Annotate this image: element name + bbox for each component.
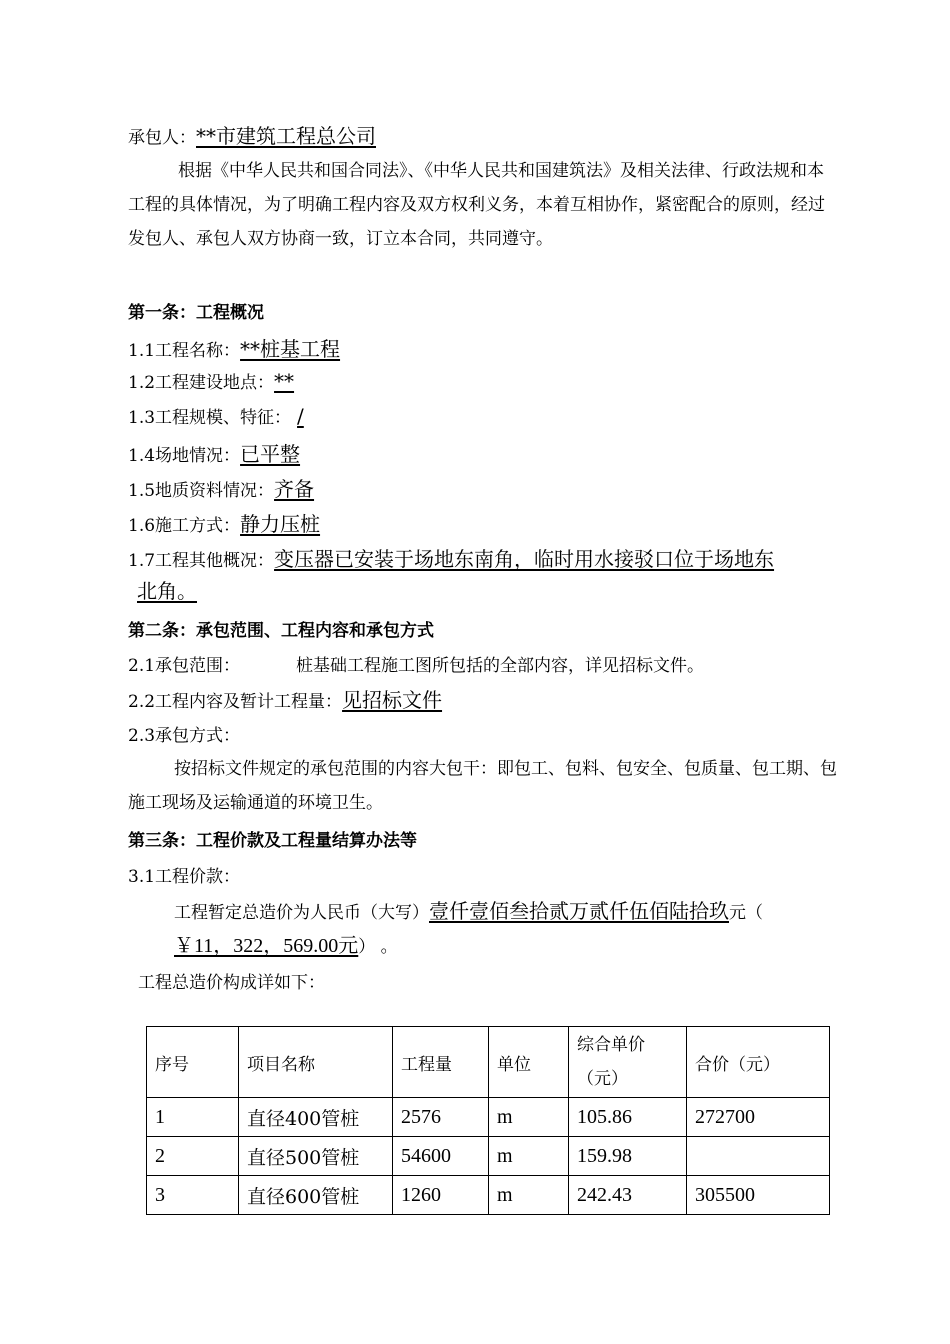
cell-unit: m [489,1176,569,1215]
item-1-1-value: **桩基工程 [240,337,341,361]
item-1-2 [128,368,294,393]
item-1-1 [128,333,340,362]
table-header-row [147,1027,830,1098]
item-1-2-label: 1.2工程建设地点： [128,373,275,393]
intro-paragraph: 根据《中华人民共和国合同法》、《中华人民共和国建筑法》及相关法律、行政法规和本工程的具体情况，为了明确工程内容及双方权利义务，本着互相协作，紧密配合的原则，经过发包人、承包人双方协商一致，订立本合同，共同遵守。 [128,161,825,249]
cell-total [687,1137,830,1176]
item-1-3-label: 1.3工程规模、特征： [128,408,292,428]
item-2-1-label: 2.1承包范围： [128,656,241,676]
header-quantity: 工程量 [393,1027,489,1098]
cell-unit-price: 242.43 [569,1176,687,1215]
cell-index: 1 [147,1098,239,1137]
cell-index: 2 [147,1137,239,1176]
table-row [147,1176,830,1215]
item-1-7 [128,543,774,572]
item-1-7-label: 1.7工程其他概况： [128,551,275,571]
item-2-3-text: 按招标文件规定的承包范围的内容大包干：即包工、包料、包安全、包质量、包工期、包施工现场及运输通道的环境卫生。 [128,759,837,813]
item-1-6-value: 静力压桩 [240,512,321,536]
item-2-3-label: 2.3承包方式： [128,726,241,746]
item-1-4-value: 已平整 [240,442,301,466]
item-2-1 [128,651,704,676]
price-prefix: 工程暂定总造价为人民币（大写） [174,903,429,923]
item-1-3 [128,403,310,428]
header-unit-price: 综合单价（元） [569,1027,687,1098]
article1-title: 第一条：工程概况 [128,303,264,323]
table-row [147,1098,830,1137]
article2-title: 第二条：承包范围、工程内容和承包方式 [128,621,434,641]
item-1-4 [128,438,300,467]
item-1-5 [128,473,314,502]
price-words: 壹仟壹佰叁拾贰万贰仟伍佰陆拾玖 [429,899,729,923]
cell-total: 272700 [687,1098,830,1137]
cell-unit-price: 105.86 [569,1098,687,1137]
price-number-line [174,929,398,958]
article3-title: 第三条：工程价款及工程量结算办法等 [128,831,417,851]
item-1-6 [128,508,320,537]
item-1-6-label: 1.6施工方式： [128,516,241,536]
price-suffix: ） 。 [358,937,398,957]
item-2-2-value: 见招标文件 [342,688,443,712]
price-line [174,895,763,924]
header-total: 合价（元） [687,1027,830,1098]
contractor-name: **市建筑工程总公司 [196,124,376,148]
item-1-7-value: 变压器已安装于场地东南角，临时用水接驳口位于场地东 [274,547,775,571]
price-breakdown-table [146,1026,830,1215]
cell-item-name: 直径600管桩 [239,1176,393,1215]
price-unit: 元（ [729,903,763,923]
breakdown-label: 工程总造价构成详如下： [138,973,325,993]
cell-index: 3 [147,1176,239,1215]
item-1-7-continued [137,575,197,604]
contractor-line [128,120,376,149]
table-row [147,1137,830,1176]
cell-quantity: 54600 [393,1137,489,1176]
header-unit: 单位 [489,1027,569,1098]
cell-item-name: 直径500管桩 [239,1137,393,1176]
cell-total: 305500 [687,1176,830,1215]
cell-unit: m [489,1098,569,1137]
item-2-1-text: 桩基础工程施工图所包括的全部内容，详见招标文件。 [296,656,705,676]
item-2-2 [128,684,442,713]
price-number: ￥11，322，569.00元 [174,935,359,957]
item-1-5-value: 齐备 [274,477,315,501]
item-1-2-value: ** [274,369,295,393]
header-index: 序号 [147,1027,239,1098]
cell-quantity: 1260 [393,1176,489,1215]
item-1-4-label: 1.4场地情况： [128,446,241,466]
cell-quantity: 2576 [393,1098,489,1137]
item-1-3-value: / [297,404,304,428]
item-1-1-label: 1.1工程名称： [128,341,241,361]
item-1-7-value-cont: 北角。 [137,579,197,603]
header-item-name: 项目名称 [239,1027,393,1098]
item-2-2-label: 2.2工程内容及暂计工程量： [128,692,343,712]
item-1-5-label: 1.5地质资料情况： [128,481,275,501]
item-3-1-label: 3.1工程价款： [128,867,241,887]
cell-unit-price: 159.98 [569,1137,687,1176]
contractor-label: 承包人： [128,128,196,148]
cell-item-name: 直径400管桩 [239,1098,393,1137]
cell-unit: m [489,1137,569,1176]
